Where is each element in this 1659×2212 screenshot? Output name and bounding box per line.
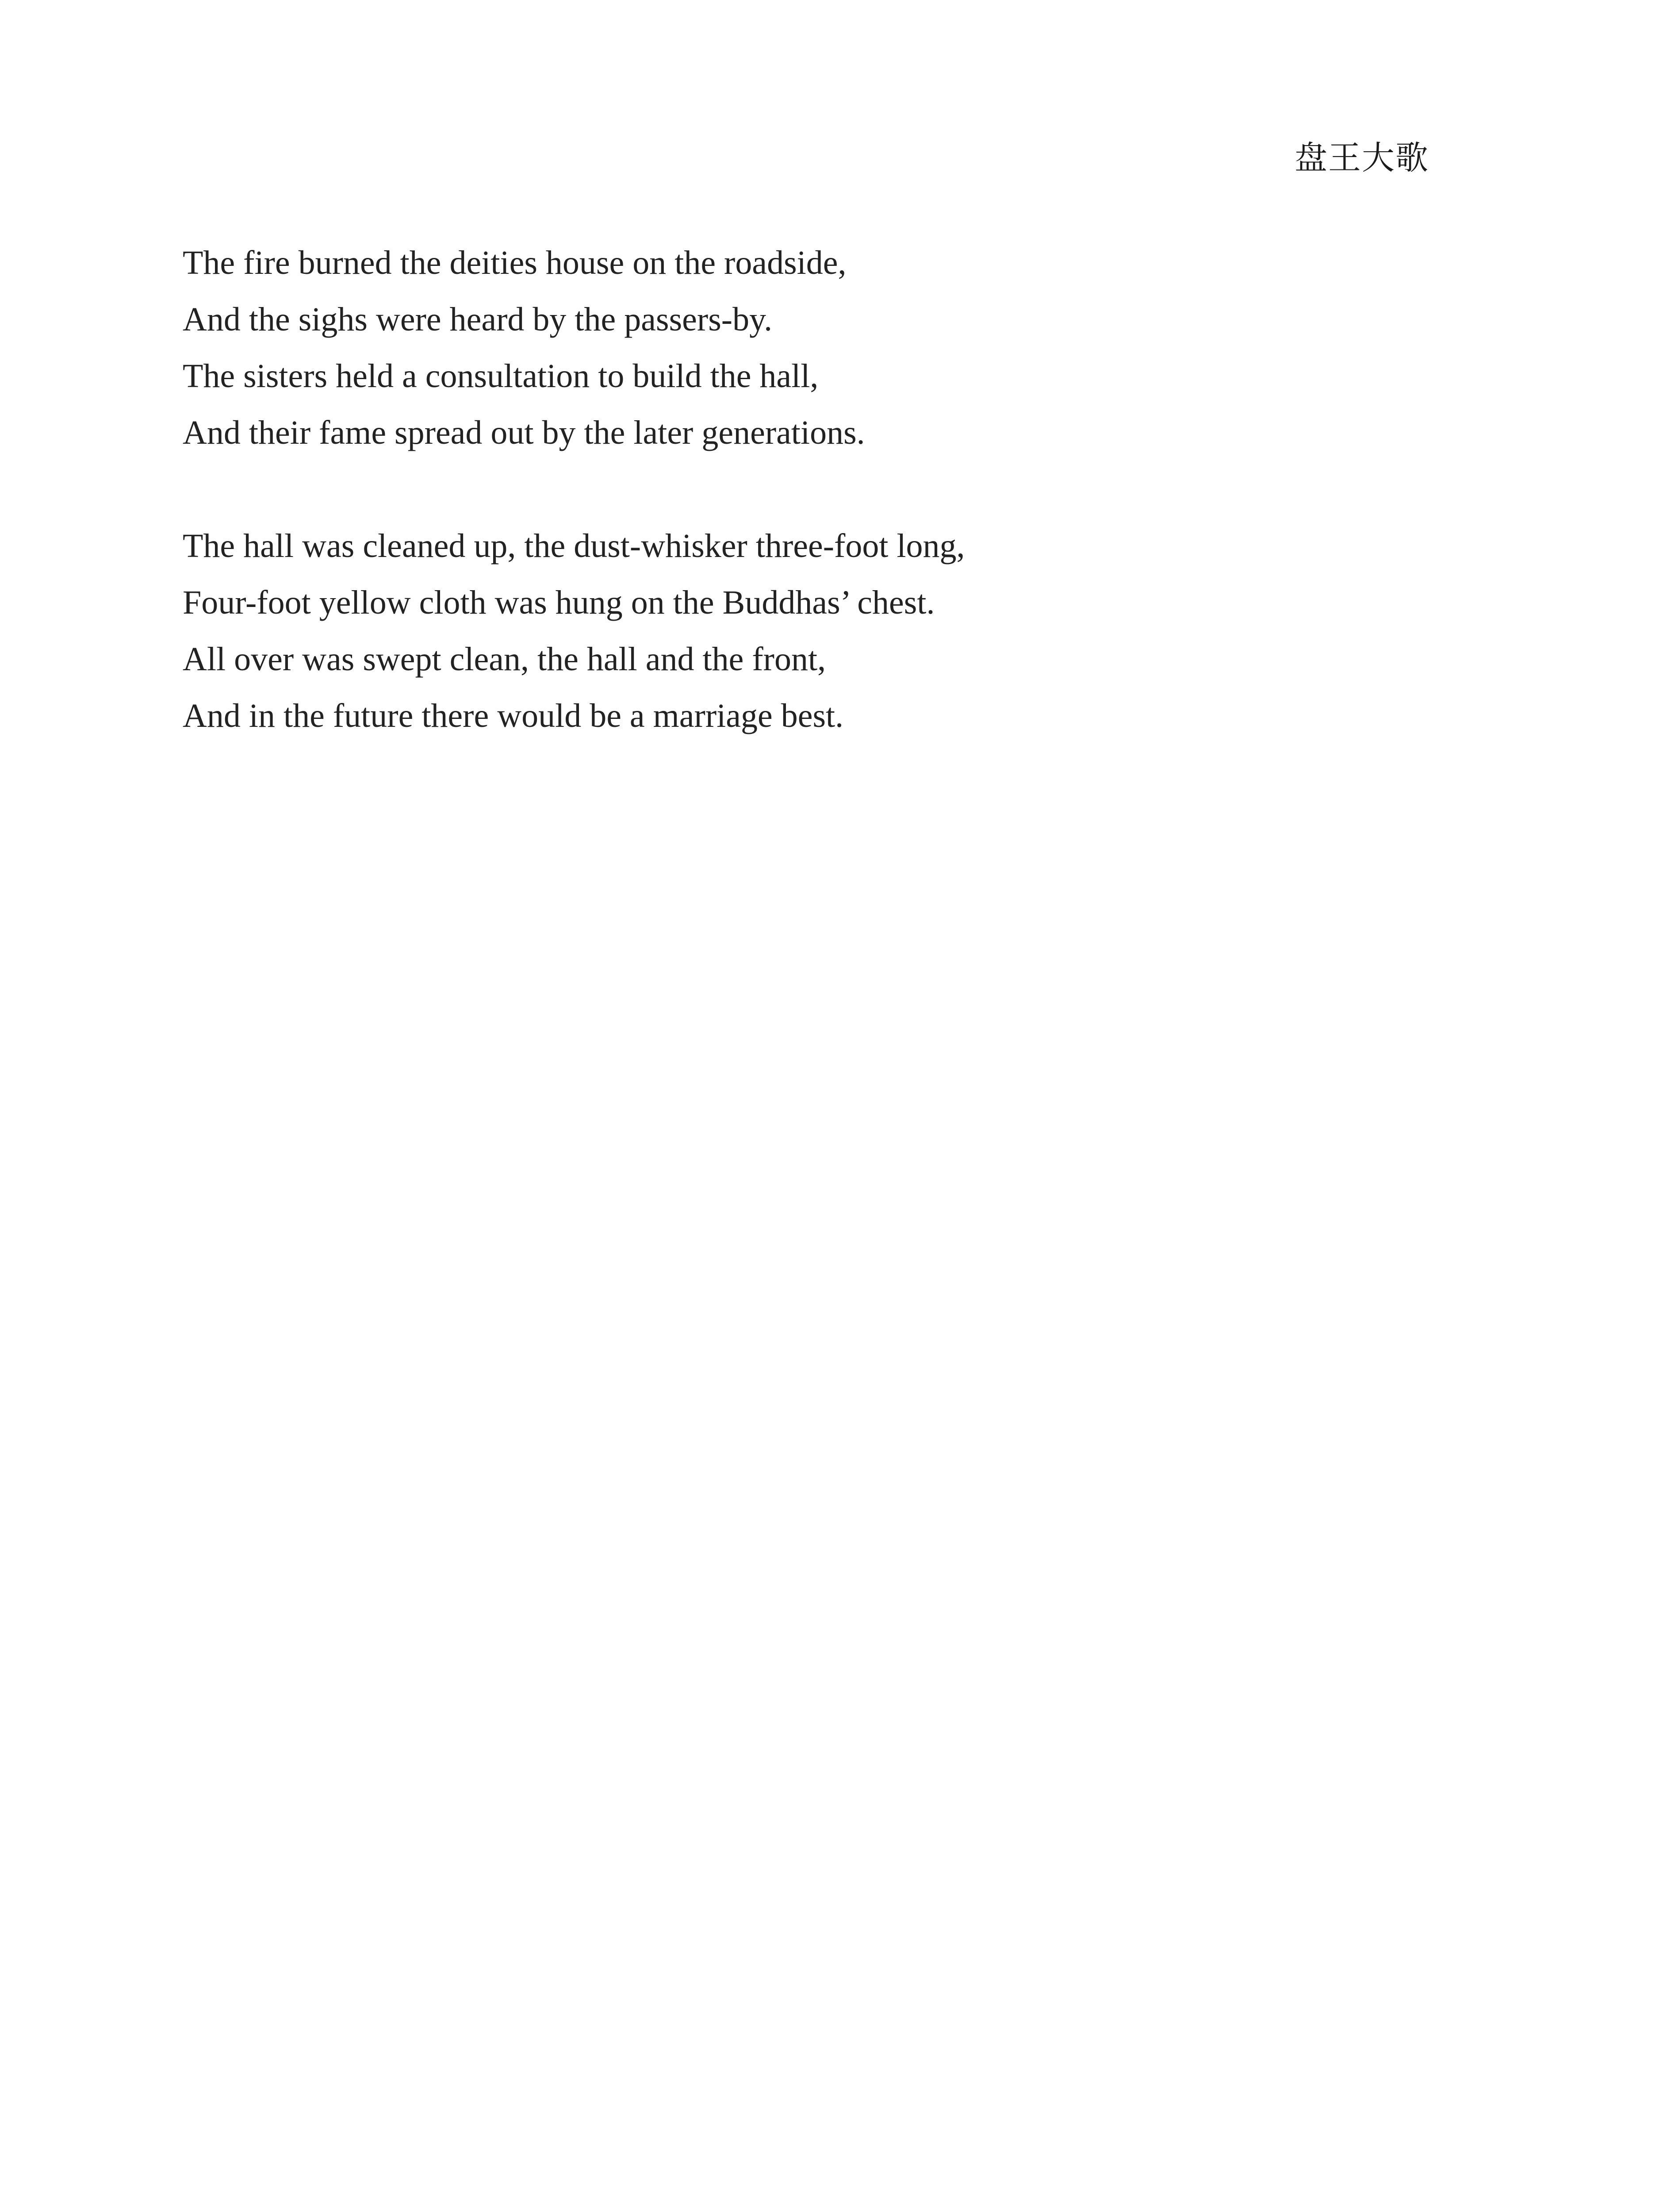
verse-line: The fire burned the deities house on the roadside, [183,244,847,281]
poem-body [183,234,1465,744]
stanza-1 [183,234,1465,461]
verse-line: Four-foot yellow cloth was hung on the Buddhas’ chest. [183,584,935,621]
verse-line: And the sighs were heard by the passers-by. [183,301,773,338]
running-header-title: 盘王大歌 [1295,139,1429,177]
verse-line: All over was swept clean, the hall and the front, [183,641,826,678]
verse-line: And their fame spread out by the later generations. [183,414,865,451]
verse-line: And in the future there would be a marriage best. [183,697,844,734]
verse-line: The sisters held a consultation to build the hall, [183,357,819,395]
verse-line: The hall was cleaned up, the dust-whisker three-foot long, [183,527,965,565]
stanza-2 [183,518,1465,744]
